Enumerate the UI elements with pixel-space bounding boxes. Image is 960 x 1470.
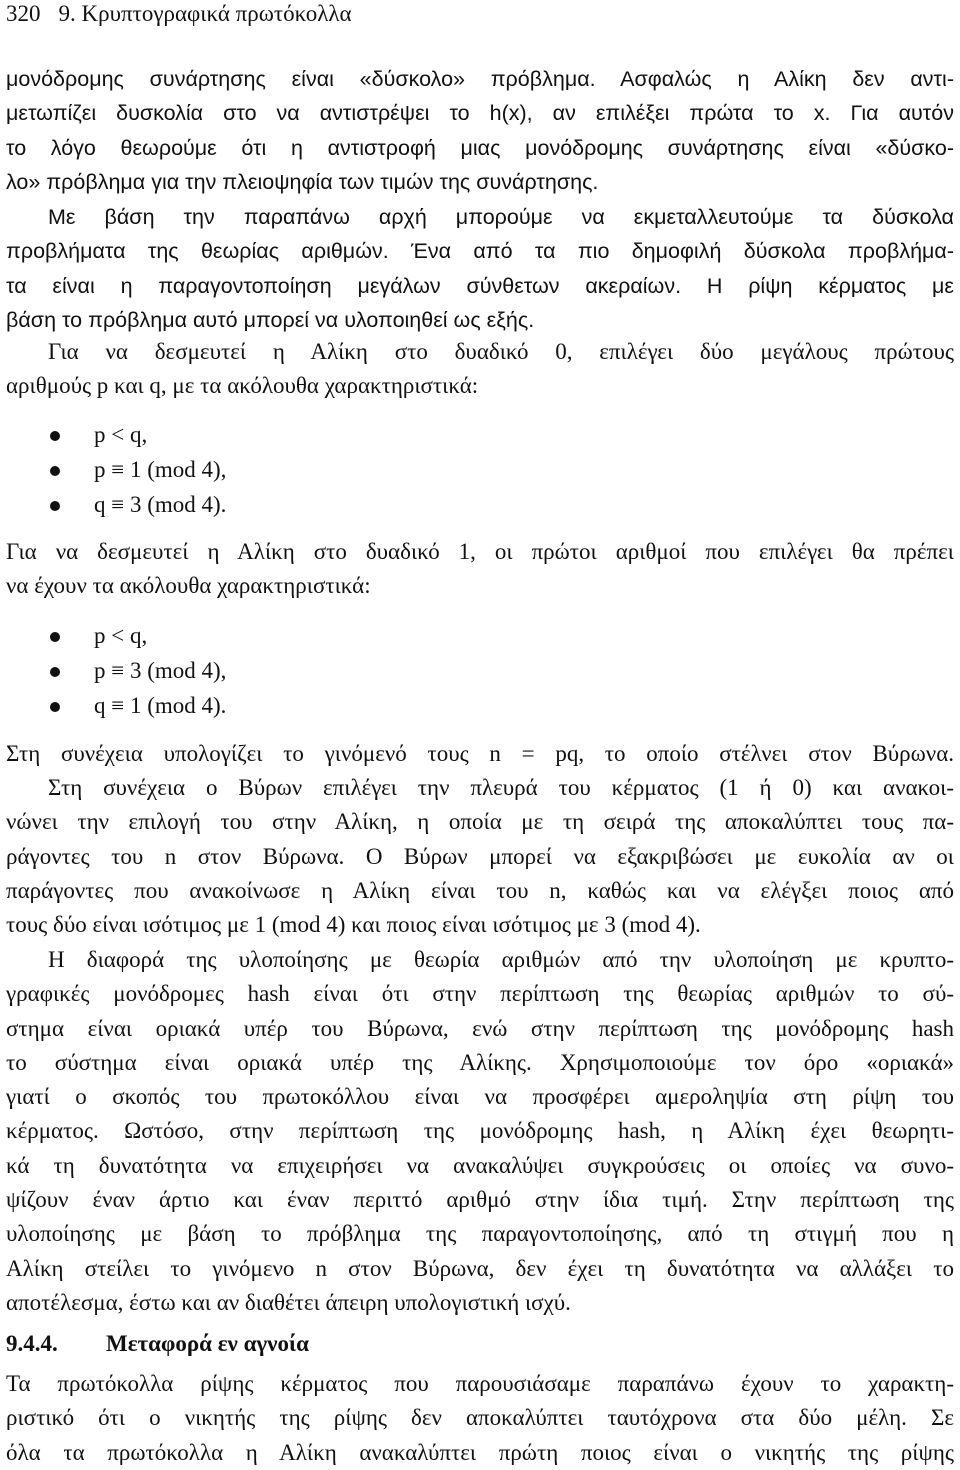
paragraph-difference	[6, 943, 954, 1320]
page-header	[6, 0, 352, 28]
list-item: q ≡ 1 (mod 4).	[50, 688, 226, 723]
paragraph-product	[6, 737, 954, 771]
text-line: Τα πρωτόκολλα ρίψης κέρματος που παρουσιάσαμε παραπάνω έχουν το χαρακτη-	[6, 1371, 954, 1396]
text-line: ράγοντες του n στον Βύρωνα. Ο Βύρων μπορεί να εξακριβώσει με ευκολία αν οι	[6, 843, 954, 869]
text-line: μετωπίζει δυσκολία στο να αντιστρέψει το h(x), αν επιλέξει πρώτα το x. Για αυτόν	[6, 101, 954, 126]
list-item: p ≡ 3 (mod 4),	[50, 653, 226, 688]
text-line: γιατί ο σκοπός του πρωτοκόλλου είναι να προσφέρει αμεροληψία στη ρίψη του	[6, 1084, 954, 1110]
text-line: τους δύο είναι ισότιμος με 1 (mod 4) και ποιος είναι ισότιμος με 3 (mod 4).	[6, 912, 701, 938]
paragraph-byron-choice	[6, 771, 954, 942]
list-item: p < q,	[50, 618, 226, 653]
text-line: να έχουν τα ακόλουθα χαρακτηριστικά:	[6, 573, 371, 599]
text-line: Στη συνέχεια ο Βύρων επιλέγει την πλευρά του κέρματος (1 ή 0) και ανακοι-	[48, 775, 954, 800]
text-line: προβλήματα της θεωρίας αριθμών. Ένα από τα πιο δημοφιλή δύσκολα προβλήμα-	[6, 239, 954, 264]
text-line: κέρματος. Ωστόσο, στην περίπτωση της μονόδρομης hash, η Αλίκη έχει θεωρητι-	[6, 1118, 954, 1144]
text-line: αποτέλεσμα, έστω και αν διαθέτει άπειρη υπολογιστική ισχύ.	[6, 1289, 571, 1315]
paragraph-commit-one	[6, 535, 954, 604]
section-title: Μεταφορά εν αγνοία	[106, 1331, 309, 1356]
chapter-title: 9. Κρυπτογραφικά πρωτόκολλα	[58, 1, 352, 26]
text-line: υλοποίησης με βάση το πρόβλημα της παραγοντοποίησης, από τη στιγμή που η	[6, 1221, 954, 1247]
text-line: Στη συνέχεια υπολογίζει το γινόμενό τους n = pq, το οποίο στέλνει στον Βύρωνα.	[6, 741, 954, 766]
list-item: p ≡ 1 (mod 4),	[50, 452, 226, 487]
text-line: λο» πρόβλημα για την πλειοψηφία των τιμών της συνάρτησης.	[6, 169, 599, 194]
text-line: ψίζουν έναν άρτιο και έναν περιττό αριθμό στην ίδια τιμή. Στην περίπτωση της	[6, 1187, 954, 1213]
paragraph-oblivious-transfer	[6, 1367, 954, 1470]
text-line: το σύστημα είναι οριακά υπέρ της Αλίκης. Χρησιμοποιούμε τον όρο «οριακά»	[6, 1049, 954, 1075]
text-line: Αλίκη στείλει το γινόμενο n στον Βύρωνα, δεν έχει τη δυνατότητα να αλλάξει το	[6, 1255, 954, 1281]
text-line: το λόγο θεωρούμε ότι η αντιστροφή μιας μονόδρομης συνάρτησης είναι «δύσκο-	[6, 135, 954, 160]
text-line: μονόδρομης συνάρτησης είναι «δύσκολο» πρόβλημα. Ασφαλώς η Αλίκη δεν αντι-	[6, 67, 954, 91]
list-commit-zero	[50, 417, 226, 522]
list-item: q ≡ 3 (mod 4).	[50, 487, 226, 522]
text-line: γραφικές μονόδρομες hash είναι ότι στην περίπτωση της θεωρίας αριθμών το σύ-	[6, 981, 954, 1007]
text-line: βάση το πρόβλημα αυτό μπορεί να υλοποιηθεί ως εξής.	[6, 307, 535, 332]
paragraph-one-way-function	[6, 62, 954, 199]
text-line: Με βάση την παραπάνω αρχή μπορούμε να εκμεταλλευτούμε τα δύσκολα	[48, 205, 954, 229]
text-line: όλα τα πρωτόκολλα η Αλίκη ανακαλύπτει πρώτη ποιος είναι ο νικητής της ρίψης	[6, 1439, 954, 1465]
text-line: Η διαφορά της υλοποίησης με θεωρία αριθμών από την υλοποίηση με κρυπτο-	[48, 947, 954, 972]
text-line: στημα είναι οριακά υπέρ του Βύρωνα, ενώ στην περίπτωση της μονόδρομης hash	[6, 1015, 954, 1041]
text-line: Για να δεσμευτεί η Αλίκη στο δυαδικό 1, οι πρώτοι αριθμοί που επιλέγει θα πρέπει	[6, 539, 954, 564]
text-line: κά τη δυνατότητα να επιχειρήσει να ανακαλύψει συγκρούσεις οι οποίες να συνο-	[6, 1152, 954, 1178]
text-line: Για να δεσμευτεί η Αλίκη στο δυαδικό 0, επιλέγει δύο μεγάλους πρώτους	[48, 339, 954, 364]
section-number: 9.4.4.	[6, 1331, 58, 1356]
list-commit-one	[50, 618, 226, 723]
list-item: p < q,	[50, 417, 226, 452]
text-line: νώνει την επιλογή του στην Αλίκη, η οποία με τη σειρά της αποκαλύπτει τους πα-	[6, 809, 954, 835]
text-line: τα είναι η παραγοντοποίηση μεγάλων σύνθετων ακεραίων. Η ρίψη κέρματος με	[6, 273, 954, 298]
paragraph-commit-zero	[6, 335, 954, 404]
text-line: ριστικό ότι ο νικητής της ρίψης δεν αποκαλύπτει ταυτόχρονα στα δύο μέλη. Σε	[6, 1405, 954, 1431]
page-number: 320	[6, 1, 41, 26]
text-line: αριθμούς p και q, με τα ακόλουθα χαρακτηριστικά:	[6, 373, 479, 399]
section-heading	[6, 1327, 309, 1361]
text-line: παράγοντες που ανακοίνωσε η Αλίκη είναι του n, καθώς και να ελέγξει ποιος από	[6, 877, 954, 903]
paragraph-number-theory	[6, 200, 954, 337]
